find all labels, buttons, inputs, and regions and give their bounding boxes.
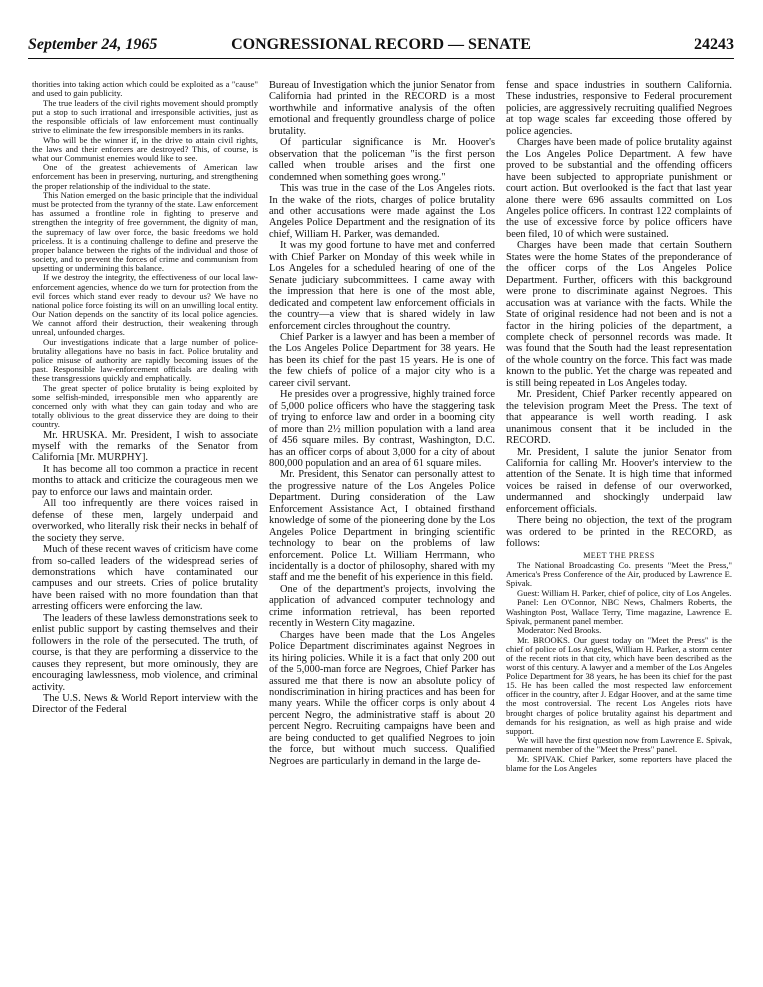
paragraph: This was true in the case of the Los Angeles riots. In the wake of the riots, charges of police brutality and other accusations were made against the Los Angeles Police Department and the resignation of its chief, William H. Parker, was demanded. (269, 183, 495, 240)
column-2 (269, 80, 495, 980)
paragraph: Of particular significance is Mr. Hoover's observation that the policeman "is the first person called when trouble arises and the first one condemned when something goes wrong." (269, 137, 495, 183)
paragraph: The leaders of these lawless demonstrations seek to enlist public support by casting themselves and their followers in the role of the persecuted. The truth, of course, is that they are performing a disservice to the causes they represent, but more ominously, they are encouraging lawlessness, mob violence, and criminal activity. (32, 612, 258, 693)
paragraph: Mr. President, this Senator can personally attest to the progressive nature of the Los Angeles Police Department. During consideration of the Law Enforcement Assistance Act, I obtained firsthand knowledge of some of the pioneering done by the Los Angeles Police Department in bringing scientific technology to bear on the problems of law enforcement. Police Lt. William Herrmann, who incidentally is a doctor of philosophy, shared with my staff and me the benefit of his experience in this field. (269, 469, 495, 584)
paragraph: Chief Parker is a lawyer and has been a member of the Los Angeles Police Department for 38 years. He has been its chief for the past 15 years. He is one of the few chiefs of police of a major city who is a career civil servant. (269, 331, 495, 389)
paragraph: If we destroy the integrity, the effectiveness of our local law-enforcement agencies, whence do we turn for protection from the evil forces which stand ever ready to devour us? We have no national police force foisting its will on an unwilling local entity. Our Nation depends on the sanctity of its local police agencies. We cannot afford their destruction, their weakening through unreal, unfounded charges. (32, 272, 258, 338)
header-date: September 24, 1965 (28, 36, 158, 53)
paragraph: The National Broadcasting Co. presents "Meet the Press," America's Press Conference of the Air, produced by Lawrence E. Spivak. (506, 560, 732, 589)
paragraph: Charges have been made of police brutality against the Los Angeles Police Department. A few have proved to be substantial and the offending officers have been subjected to appropriate punishment or court action. But overlooked is the fact that last year alone there were 696 assaults committed on Los Angeles police officers. In contrast 122 complaints of the use of excessive force by police officers have been filed, 10 of which were sustained. (506, 137, 732, 240)
header-page-number: 24243 (694, 36, 734, 53)
column-3 (506, 80, 732, 980)
paragraph: There being no objection, the text of the program was ordered to be printed in the RECORD, as follows: (506, 515, 732, 550)
paragraph: This Nation emerged on the basic principle that the individual must be protected from the tyranny of the state. Law enforcement has assumed a frontline role in fighting to preserve and strengthen the integrity of free government, the dignity of man, the supremacy of law over force, the basic freedoms we hold priceless. It is a continuing challenge to define and preserve the proper balance between the rights of the individual and those of society, and to prevent the forces of crime and communism from upsetting or undermining this balance. (32, 190, 258, 273)
paragraph: Bureau of Investigation which the junior Senator from California had printed in the RECORD is a most worthwhile and informative analysis of the often emotional and frequently groundless charge of police brutality. (269, 80, 495, 137)
paragraph: Our investigations indicate that a large number of police-brutality allegations have no basis in fact. Police brutality and police misuse of authority are rapidly becoming issues of the past. Responsible law-enforcement officials are dealing with these transgressions quickly and emphatically. (32, 336, 258, 383)
paragraph: Who will be the winner if, in the drive to attain civil rights, the laws and their enforcers are destroyed? This, of course, is what our Communist enemies would like to see. (32, 134, 258, 163)
paragraph: Guest: William H. Parker, chief of police, city of Los Angeles. (517, 587, 732, 598)
paragraph: The true leaders of the civil rights movement should promptly put a stop to such irrational and irresponsible activities, just as the responsible officials of law enforcement must continually strive to eliminate the few irresponsible members in its ranks. (32, 97, 258, 135)
paragraph: Mr. SPIVAK. Chief Parker, some reporters have placed the blame for the Los Angeles (506, 754, 732, 774)
paragraph: fense and space industries in southern California. These industries, responsive to Federal procurement policies, are aggressively recruiting qualified Negroes at top wage scales far exceeding those offered by police agencies. (506, 80, 732, 137)
paragraph: It was my good fortune to have met and conferred with Chief Parker on Monday of this week while in Los Angeles for a scheduled hearing of one of the Senate judiciary subcommittees. I came away with the impression that here is one of the most able, dedicated and competent law enforcement officials in the country—a view that is shared widely in law enforcement circles throughout the country. (269, 240, 495, 332)
page-header (28, 36, 734, 58)
column-1 (32, 80, 258, 980)
paragraph: Panel: Len O'Connor, NBC News, Chalmers Roberts, the Washington Post, Wallace Terry, Time magazine, Lawrence E. Spivak, permanent panel member. (506, 597, 732, 626)
paragraph: He presides over a progressive, highly trained force of 5,000 police officers who have the staggering task of trying to enforce law and order in a booming city of more than 2½ million population with a land area of 456 square miles. By contrast, Washington, D.C. has an officer corps of about 3,000 for a city of about 800,000 population and an area of 61 square miles. (269, 389, 495, 469)
paragraph: The great specter of police brutality is being exploited by some selfish-minded, irresponsible men who apparently are concerned only with what they can gain today and who are totally oblivious to the great disservice they are doing to their country. (32, 382, 258, 429)
header-rule (28, 58, 734, 59)
paragraph: The U.S. News & World Report interview with the Director of the Federal (32, 692, 258, 716)
paragraph: Mr. President, Chief Parker recently appeared on the television program Meet the Press. The text of that appearance is well worth reading. I ask unanimous consent that it be included in the RECORD. (506, 389, 732, 447)
paragraph: MEET THE PRESS (583, 550, 655, 560)
paragraph: Charges have been made that certain Southern States were the home States of the preponderance of the officer corps of the Los Angeles Police Department. Further, officers with this background were prone to discriminate against Negroes. This accusation was at variance with the facts. While the State of original residence had not been and is not a factor in the hiring policies of the department, a complete check of personnel records was made. It was found that the South had the least representation of the whole country on the force. This fact was made known to the public. Yet the charge was repeated and is still being repeated in Los Angeles today. (506, 240, 732, 389)
paragraph: thorities into taking action which could be exploited as a "cause" and used to gain publicity. (32, 80, 258, 99)
paragraph: Mr. President, I salute the junior Senator from California for calling Mr. Hoover's interview to the attention of the Senate. It is high time that informed voices be raised in defense of our overworked, undermanned and shockingly underpaid law enforcement officials. (506, 446, 732, 515)
paragraph: One of the department's projects, involving the application of advanced computer technology and crime information retrieval, has been reported recently in Western City magazine. (269, 583, 495, 630)
header-title: CONGRESSIONAL RECORD — SENATE (231, 36, 531, 53)
paragraph: Mr. BROOKS. Our guest today on "Meet the Press" is the chief of police of Los Angeles, William H. Parker, a storm center of the recent riots in that city, which have been described as the worst of this century. A lawyer and a member of the Los Angeles Police Department for 38 years, he has been its chief for the past 15. He has been called the most respected law enforcement officer in the country, after J. Edgar Hoover, and at the same time the most controversial. The recent Los Angeles riots have brought charges of police brutality against his department and demands for his resignation, as well as high praise and wide support. (506, 634, 732, 736)
paragraph: All too infrequently are there voices raised in defense of these men, largely underpaid and overworked, who literally risk their necks in behalf of the society they serve. (32, 498, 258, 544)
paragraph: Charges have been made that the Los Angeles Police Department discriminates against Negroes in its hiring policies. While it is a fact that only 200 out of the 5,000-man force are Negroes, Chief Parker has assured me that there is now an absolute policy of nondiscrimination in hiring practices and has been for many years. While the officer corps is only about 4 percent Negro, the administrative staff is about 20 percent Negro. Recruiting campaigns have been and are being conducted to get qualified Negroes to join the force, but without much success. Qualified Negroes are particularly in demand in the large de- (269, 629, 495, 767)
paragraph: One of the greatest achievements of American law enforcement has been in preserving, nurturing, and strengthening the proper relationship of the individual to the state. (32, 162, 258, 191)
paragraph: Mr. HRUSKA. Mr. President, I wish to associate myself with the remarks of the Senator from California [Mr. MURPHY]. (32, 429, 258, 464)
paragraph: It has become all too common a practice in recent months to attack and criticize the courageous men we pay to enforce our laws and maintain order. (32, 463, 258, 498)
paragraph: Much of these recent waves of criticism have come from so-called leaders of the widespread series of demonstrations which have contaminated our campuses and our streets. Cries of police brutality have been raised with no more foundation than that arresting officers were enforcing the law. (32, 544, 258, 613)
paragraph: We will have the first question now from Lawrence E. Spivak, permanent member of the "Meet the Press" panel. (506, 735, 732, 755)
paragraph: Moderator: Ned Brooks. (517, 625, 602, 636)
